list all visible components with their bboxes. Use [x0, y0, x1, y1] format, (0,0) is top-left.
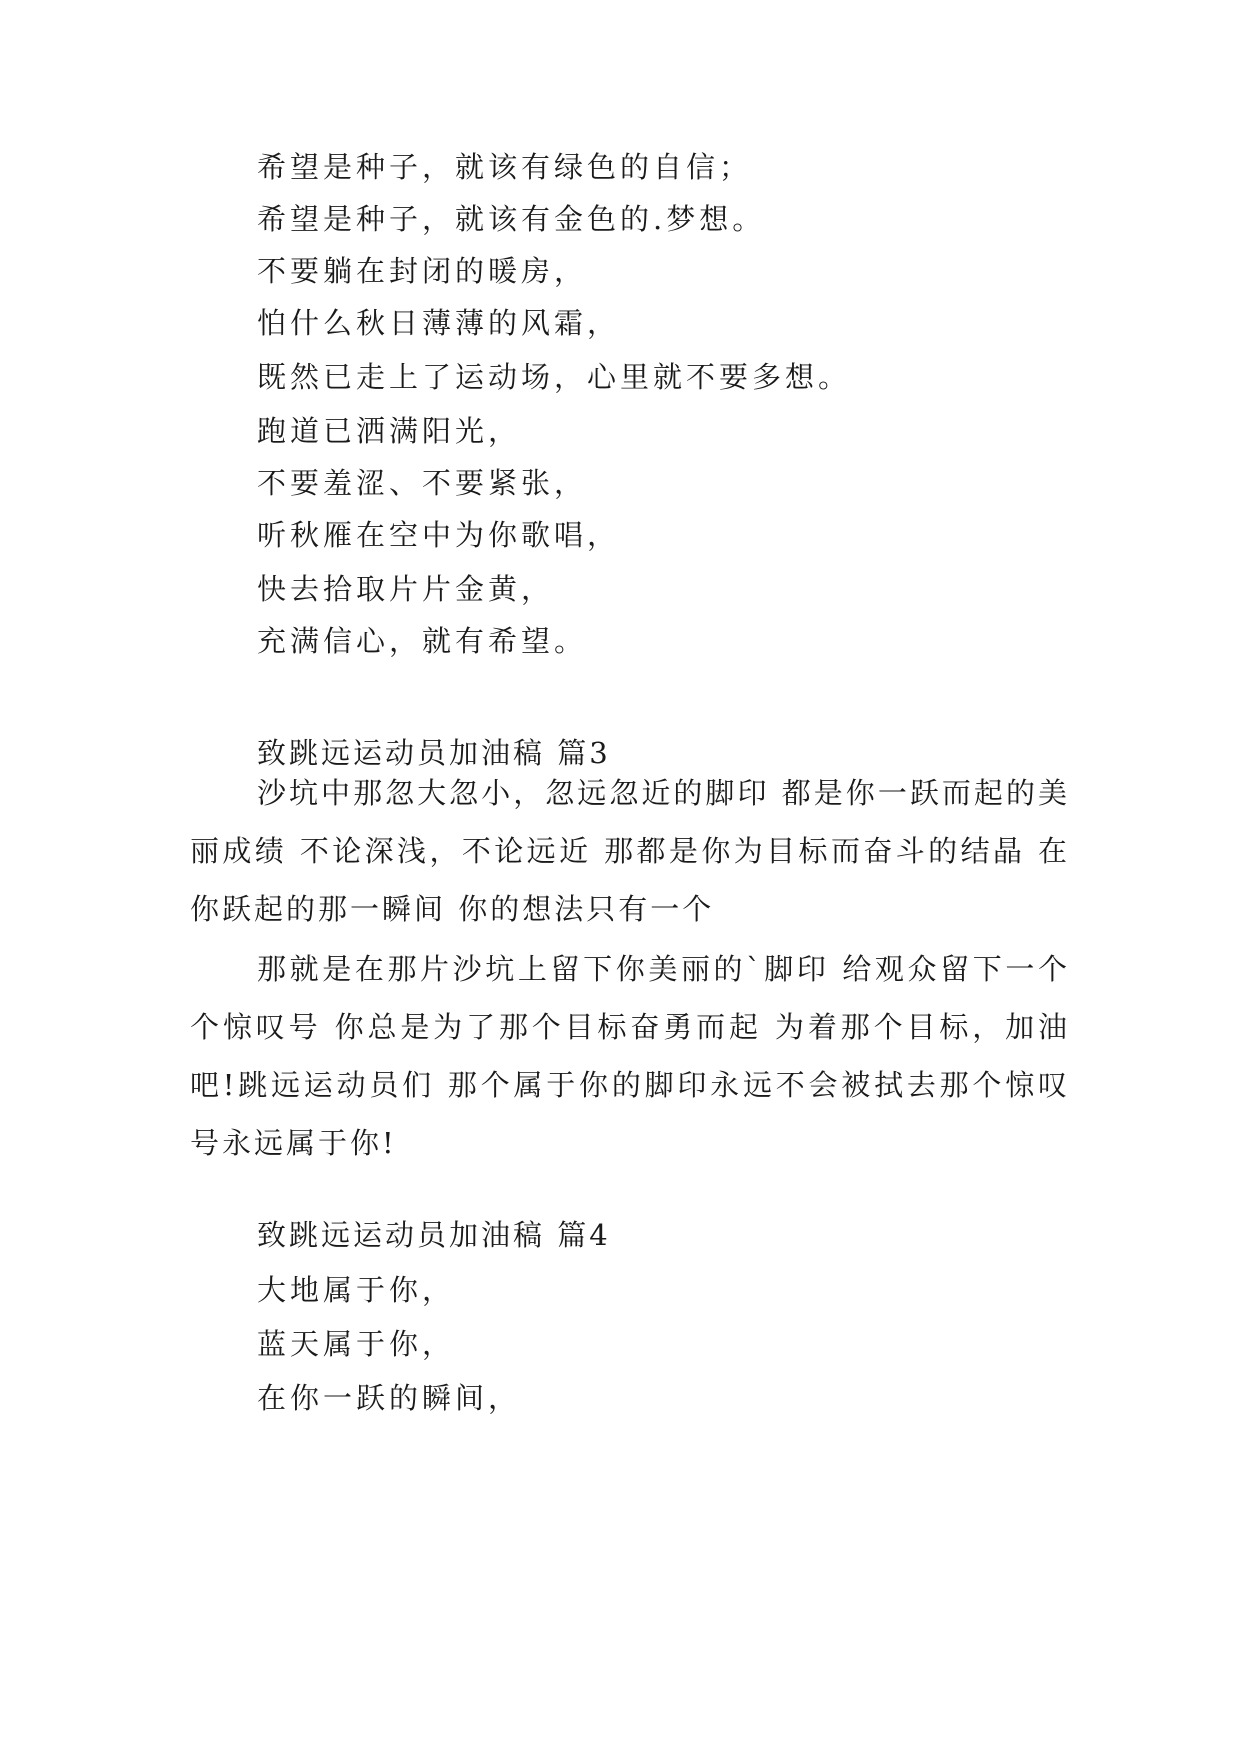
paragraph: 沙坑中那忽大忽小，忽远忽近的脚印 都是你一跃而起的美丽成绩 不论深浅，不论远近 那都是你为目标而奋斗的结晶 在你跃起的那一瞬间 你的想法只有一个 — [190, 776, 1070, 926]
poem-line: 充满信心，就有希望。 — [257, 624, 588, 658]
section-heading: 致跳远运动员加油稿 篇3 — [257, 736, 611, 770]
poem-line: 不要躺在封闭的暖房， — [257, 254, 588, 288]
poem-line: 不要羞涩、不要紧张， — [257, 466, 588, 500]
poem-line: 听秋雁在空中为你歌唱， — [257, 518, 621, 552]
poem-line: 希望是种子，就该有金色的.梦想。 — [257, 202, 766, 236]
poem-line: 既然已走上了运动场，心里就不要多想。 — [257, 360, 852, 394]
poem-line: 大地属于你， — [257, 1273, 456, 1307]
poem-line: 跑道已洒满阳光， — [257, 414, 522, 448]
poem-line: 快去拾取片片金黄， — [257, 572, 555, 606]
section-heading: 致跳远运动员加油稿 篇4 — [257, 1218, 611, 1252]
poem-line: 蓝天属于你， — [257, 1327, 456, 1361]
poem-line: 在你一跃的瞬间， — [257, 1381, 522, 1415]
poem-line: 怕什么秋日薄薄的风霜， — [257, 306, 621, 340]
paragraph: 那就是在那片沙坑上留下你美丽的`脚印 给观众留下一个个惊叹号 你总是为了那个目标奋勇而起 为着那个目标，加油吧!跳远运动员们 那个属于你的脚印永远不会被拭去那个惊叹号永远属于你! — [190, 952, 1070, 1160]
poem-line: 希望是种子，就该有绿色的自信； — [257, 150, 753, 184]
